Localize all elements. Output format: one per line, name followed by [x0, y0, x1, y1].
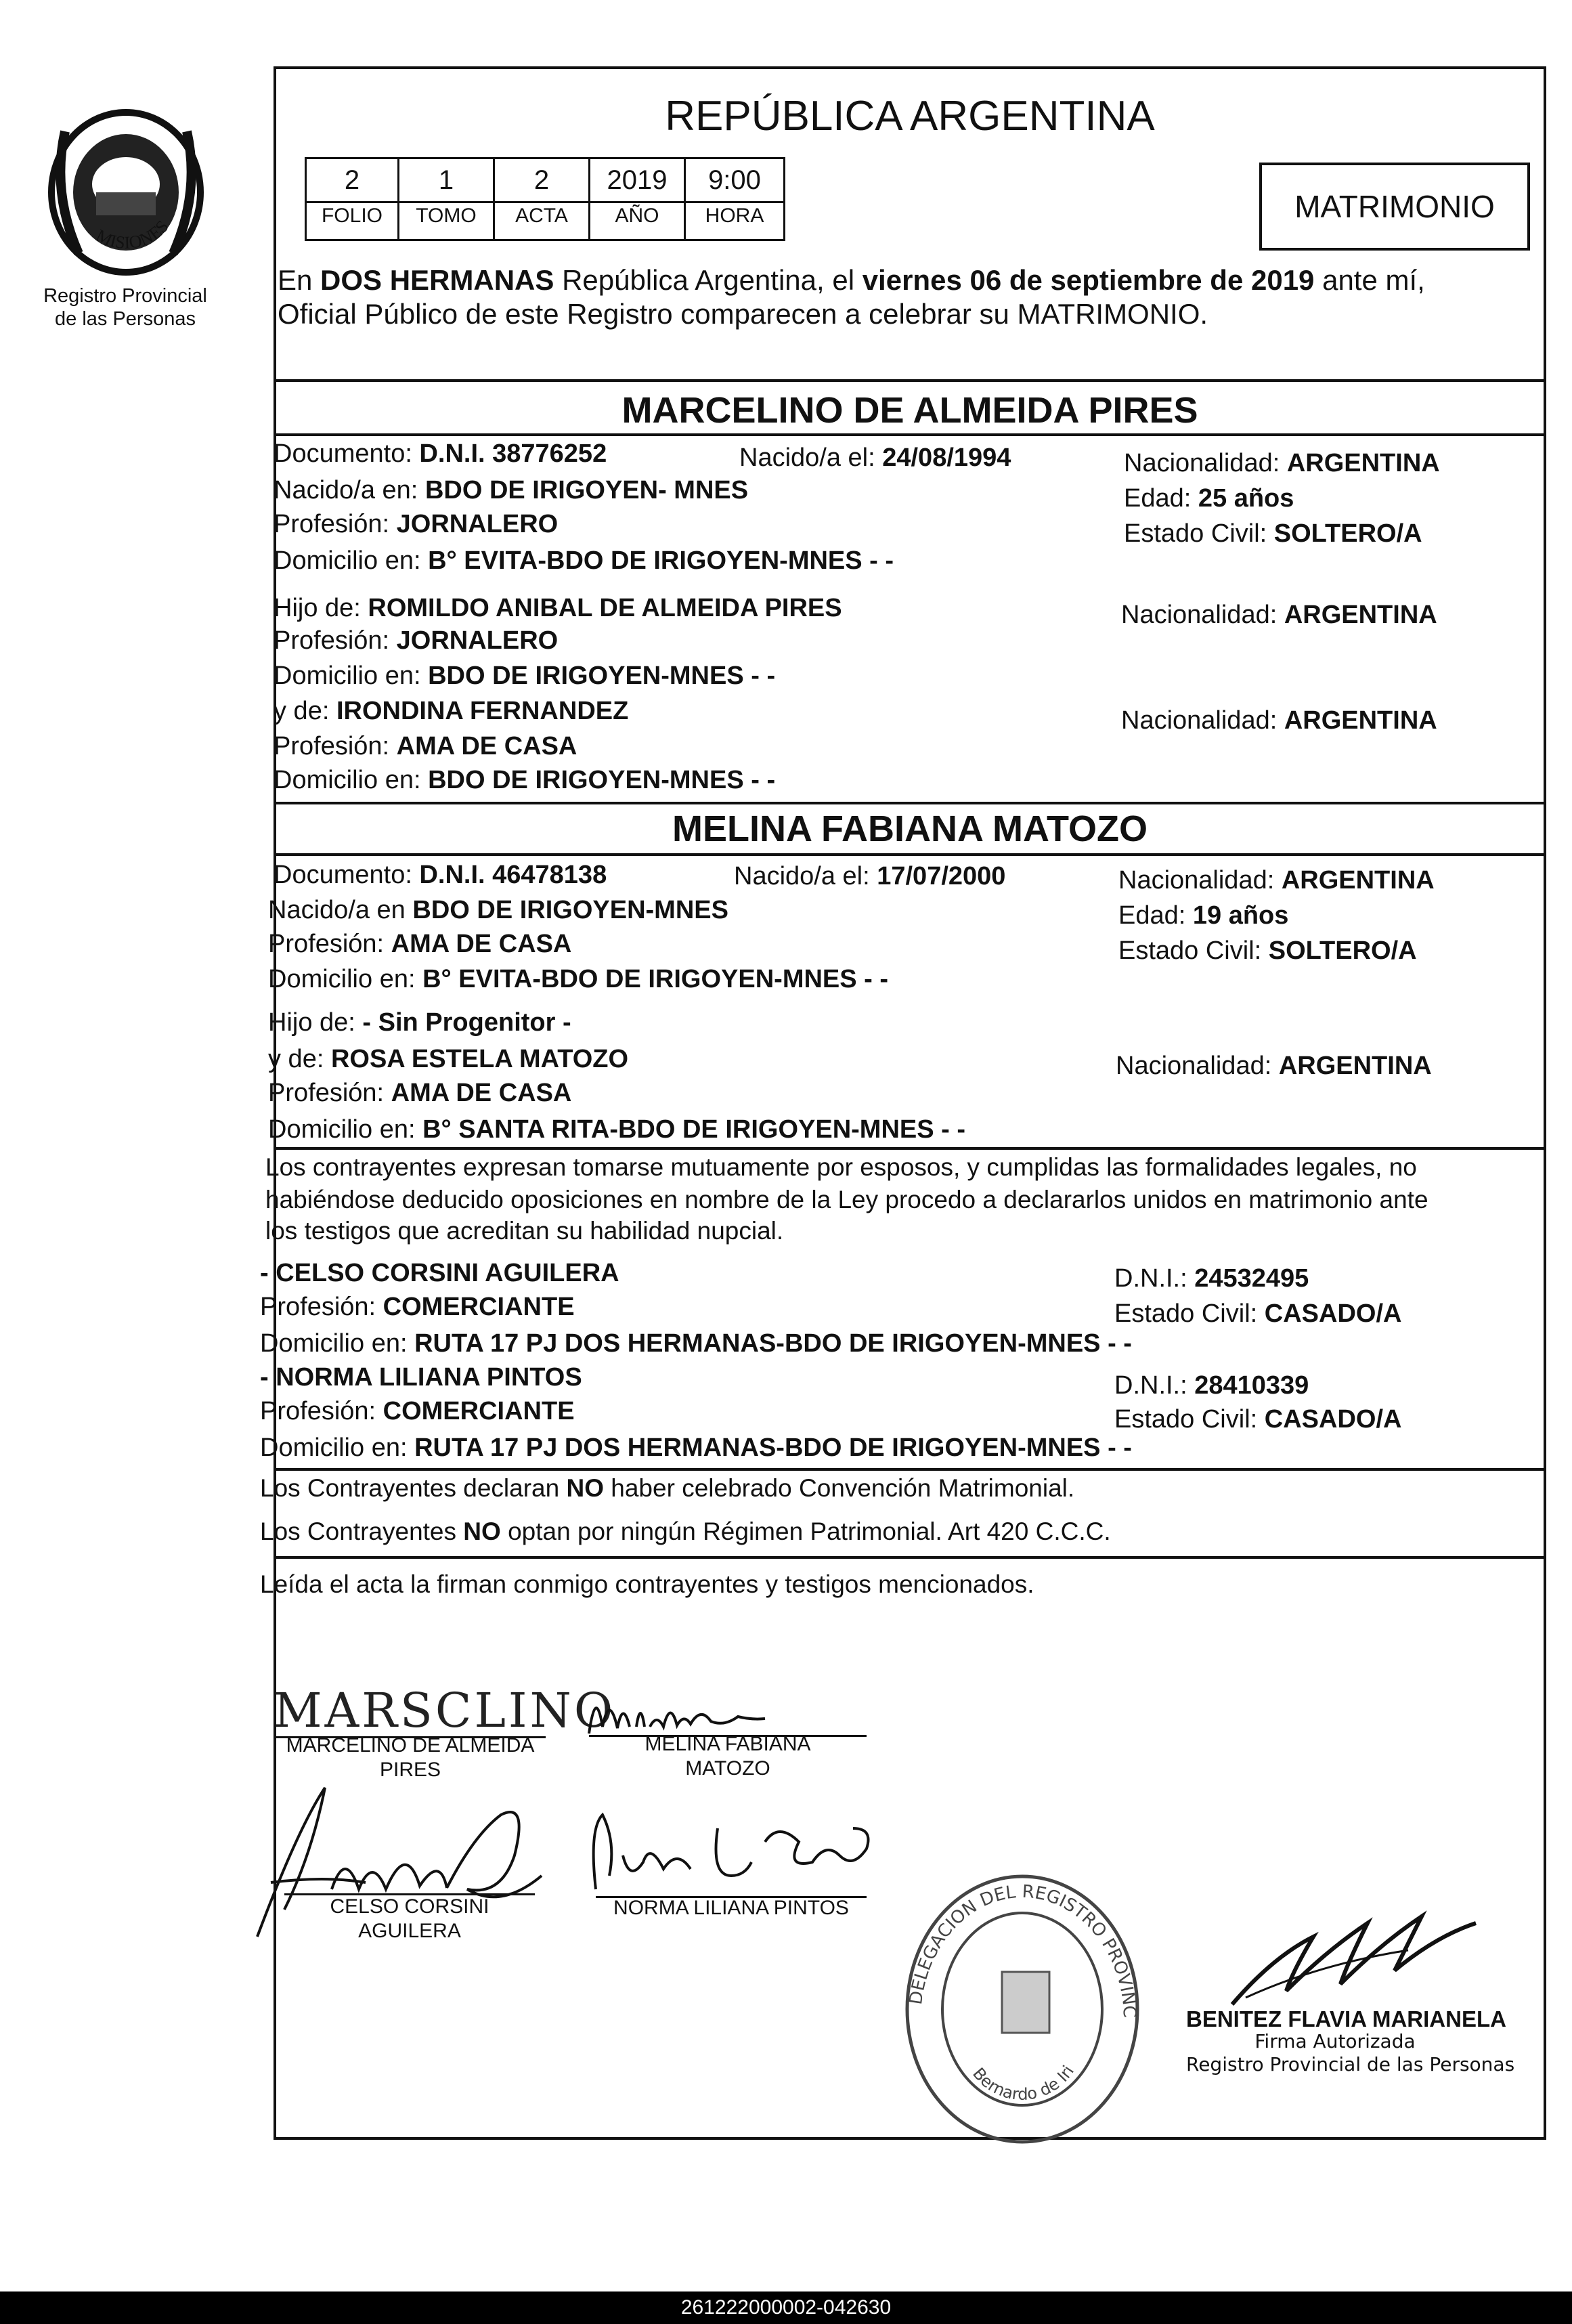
spouse2-madre: y de: ROSA ESTELA MATOZO — [268, 1045, 629, 1073]
spouse1-name: MARCELINO DE ALMEIDA PIRES — [621, 390, 1198, 431]
spouse1-estado-civil: Estado Civil: SOLTERO/A — [1124, 519, 1422, 548]
witness2-estado-civil: Estado Civil: CASADO/A — [1114, 1405, 1402, 1434]
registry-name-line1: Registro Provincial — [43, 285, 207, 307]
witness2-dni: D.N.I.: 28410339 — [1114, 1371, 1309, 1400]
official-stamp-icon — [894, 1864, 1151, 2151]
field-anio: 2019 AÑO — [588, 157, 686, 241]
record-type-box — [1259, 163, 1530, 251]
official-organization: Registro Provincial de las Personas — [1186, 2053, 1515, 2075]
spouse1-profesion: Profesión: JORNALERO — [274, 510, 559, 538]
witness1-domicilio: Domicilio en: RUTA 17 PJ DOS HERMANAS-BDO DE IRIGOYEN-MNES - - — [260, 1329, 1132, 1358]
spouse2-name: MELINA FABIANA MATOZO — [672, 809, 1148, 849]
spouse1-nacido-en: Nacido/a en: BDO DE IRIGOYEN- MNES — [274, 476, 749, 504]
spouse1-madre-domicilio: Domicilio en: BDO DE IRIGOYEN-MNES - - — [274, 766, 776, 794]
divider — [274, 1468, 1546, 1471]
registry-name-line2: de las Personas — [55, 308, 196, 330]
witness1-estado-civil: Estado Civil: CASADO/A — [1114, 1299, 1402, 1328]
witness2-signature-icon — [582, 1801, 880, 1899]
document-id: 261222000002-042630 — [680, 2296, 892, 2319]
declaration-line-1: Los contrayentes expresan tomarse mutuamente por esposos, y cumplidas las formalidades legales, no — [265, 1153, 1417, 1181]
divider — [274, 1147, 1546, 1150]
field-acta: 2 ACTA — [493, 157, 590, 241]
witness2-domicilio: Domicilio en: RUTA 17 PJ DOS HERMANAS-BDO DE IRIGOYEN-MNES - - — [260, 1434, 1132, 1462]
divider — [274, 802, 1546, 804]
intro-line-2: Oficial Público de este Registro comparecen a celebrar su MATRIMONIO. — [278, 298, 1208, 330]
divider — [274, 433, 1546, 436]
record-type: MATRIMONIO — [1294, 189, 1495, 224]
official-name: BENITEZ FLAVIA MARIANELA — [1186, 2006, 1506, 2031]
convention-line-2: Los Contrayentes NO optan por ningún Régimen Patrimonial. Art 420 C.C.C. — [260, 1518, 1111, 1545]
official-role: Firma Autorizada — [1254, 2030, 1416, 2052]
spouse2-estado-civil: Estado Civil: SOLTERO/A — [1118, 937, 1417, 965]
seal-bottom-text: MISIONES — [93, 216, 173, 253]
seal-top-text: PROVINCIA DE — [62, 113, 177, 167]
spouse1-padre: Hijo de: ROMILDO ANIBAL DE ALMEIDA PIRES — [274, 594, 842, 622]
svg-text:DELEGACION DEL REGISTRO PROVIN: DELEGACION DEL REGISTRO PROVINC — [905, 1881, 1140, 2019]
spouse2-madre-profesion: Profesión: AMA DE CASA — [268, 1079, 572, 1107]
witness1-name: - CELSO CORSINI AGUILERA — [260, 1259, 619, 1287]
divider — [274, 1556, 1546, 1559]
spouse1-nacionalidad: Nacionalidad: ARGENTINA — [1124, 449, 1440, 477]
official-signature-icon — [1219, 1896, 1489, 2021]
spouse1-domicilio: Domicilio en: B° EVITA-BDO DE IRIGOYEN-MNES - - — [274, 546, 894, 575]
spouse1-padre-domicilio: Domicilio en: BDO DE IRIGOYEN-MNES - - — [274, 662, 776, 690]
spouse2-signature-name: MELINA FABIANA MATOZO — [645, 1733, 811, 1780]
witness1-signature-name: CELSO CORSINI AGUILERA — [330, 1895, 489, 1942]
declaration-line-3: los testigos que acreditan su habilidad nupcial. — [265, 1217, 784, 1245]
spouse2-nacido-el: Nacido/a el: 17/07/2000 — [734, 862, 1006, 890]
spouse1-documento: Documento: D.N.I. 38776252 — [274, 439, 607, 468]
witness1-profesion: Profesión: COMERCIANTE — [260, 1293, 575, 1321]
spouse1-edad: Edad: 25 años — [1124, 484, 1294, 513]
declaration-line-2: habiéndose deducido oposiciones en nombre de la Ley procedo a declararlos unidos en matrimonio ante — [265, 1186, 1428, 1213]
closing-text: Leída el acta la firman conmigo contrayentes y testigos mencionados. — [260, 1570, 1034, 1598]
witness1-dni: D.N.I.: 24532495 — [1114, 1264, 1309, 1293]
field-folio: 2 FOLIO — [305, 157, 399, 241]
divider — [274, 853, 1546, 856]
spouse2-documento: Documento: D.N.I. 46478138 — [274, 861, 607, 889]
spouse2-profesion: Profesión: AMA DE CASA — [268, 930, 572, 958]
provincial-seal-icon — [38, 104, 214, 280]
spouse2-domicilio: Domicilio en: B° EVITA-BDO DE IRIGOYEN-MNES - - — [268, 965, 889, 993]
spouse2-nacido-en: Nacido/a en BDO DE IRIGOYEN-MNES — [268, 896, 728, 924]
witness2-name: - NORMA LILIANA PINTOS — [260, 1363, 582, 1392]
divider — [274, 379, 1546, 382]
field-hora: 9:00 HORA — [684, 157, 785, 241]
spouse1-signature-name: MARCELINO DE ALMEIDA PIRES — [286, 1734, 535, 1781]
convention-line-1: Los Contrayentes declaran NO haber celebrado Convención Matrimonial. — [260, 1474, 1075, 1502]
spouse1-nacido-el: Nacido/a el: 24/08/1994 — [739, 444, 1011, 472]
spouse2-nacionalidad: Nacionalidad: ARGENTINA — [1118, 866, 1435, 895]
spouse1-madre-profesion: Profesión: AMA DE CASA — [274, 732, 577, 760]
spouse1-madre: y de: IRONDINA FERNANDEZ — [274, 697, 629, 725]
registry-logo — [38, 104, 214, 280]
svg-text:Bernardo de Irigoyen: Bernardo de Iri — [969, 2062, 1078, 2104]
spouse1-signature-script: MARSCLINO — [274, 1683, 616, 1738]
spouse2-edad: Edad: 19 años — [1118, 901, 1289, 930]
spouse2-madre-domicilio: Domicilio en: B° SANTA RITA-BDO DE IRIGOYEN-MNES - - — [268, 1115, 966, 1144]
spouse1-madre-nacionalidad: Nacionalidad: ARGENTINA — [1121, 706, 1437, 735]
field-tomo: 1 TOMO — [397, 157, 495, 241]
witness2-signature-name: NORMA LILIANA PINTOS — [613, 1897, 849, 1919]
country-title: REPÚBLICA ARGENTINA — [665, 93, 1155, 139]
intro-line-1: En DOS HERMANAS República Argentina, el viernes 06 de septiembre de 2019 ante mí, — [278, 264, 1425, 296]
spouse1-padre-nacionalidad: Nacionalidad: ARGENTINA — [1121, 601, 1437, 629]
spouse1-padre-profesion: Profesión: JORNALERO — [274, 626, 559, 655]
record-fields-table — [305, 157, 785, 241]
spouse2-padre: Hijo de: - Sin Progenitor - — [268, 1008, 571, 1037]
spouse2-madre-nacionalidad: Nacionalidad: ARGENTINA — [1116, 1052, 1432, 1080]
witness2-profesion: Profesión: COMERCIANTE — [260, 1397, 575, 1425]
